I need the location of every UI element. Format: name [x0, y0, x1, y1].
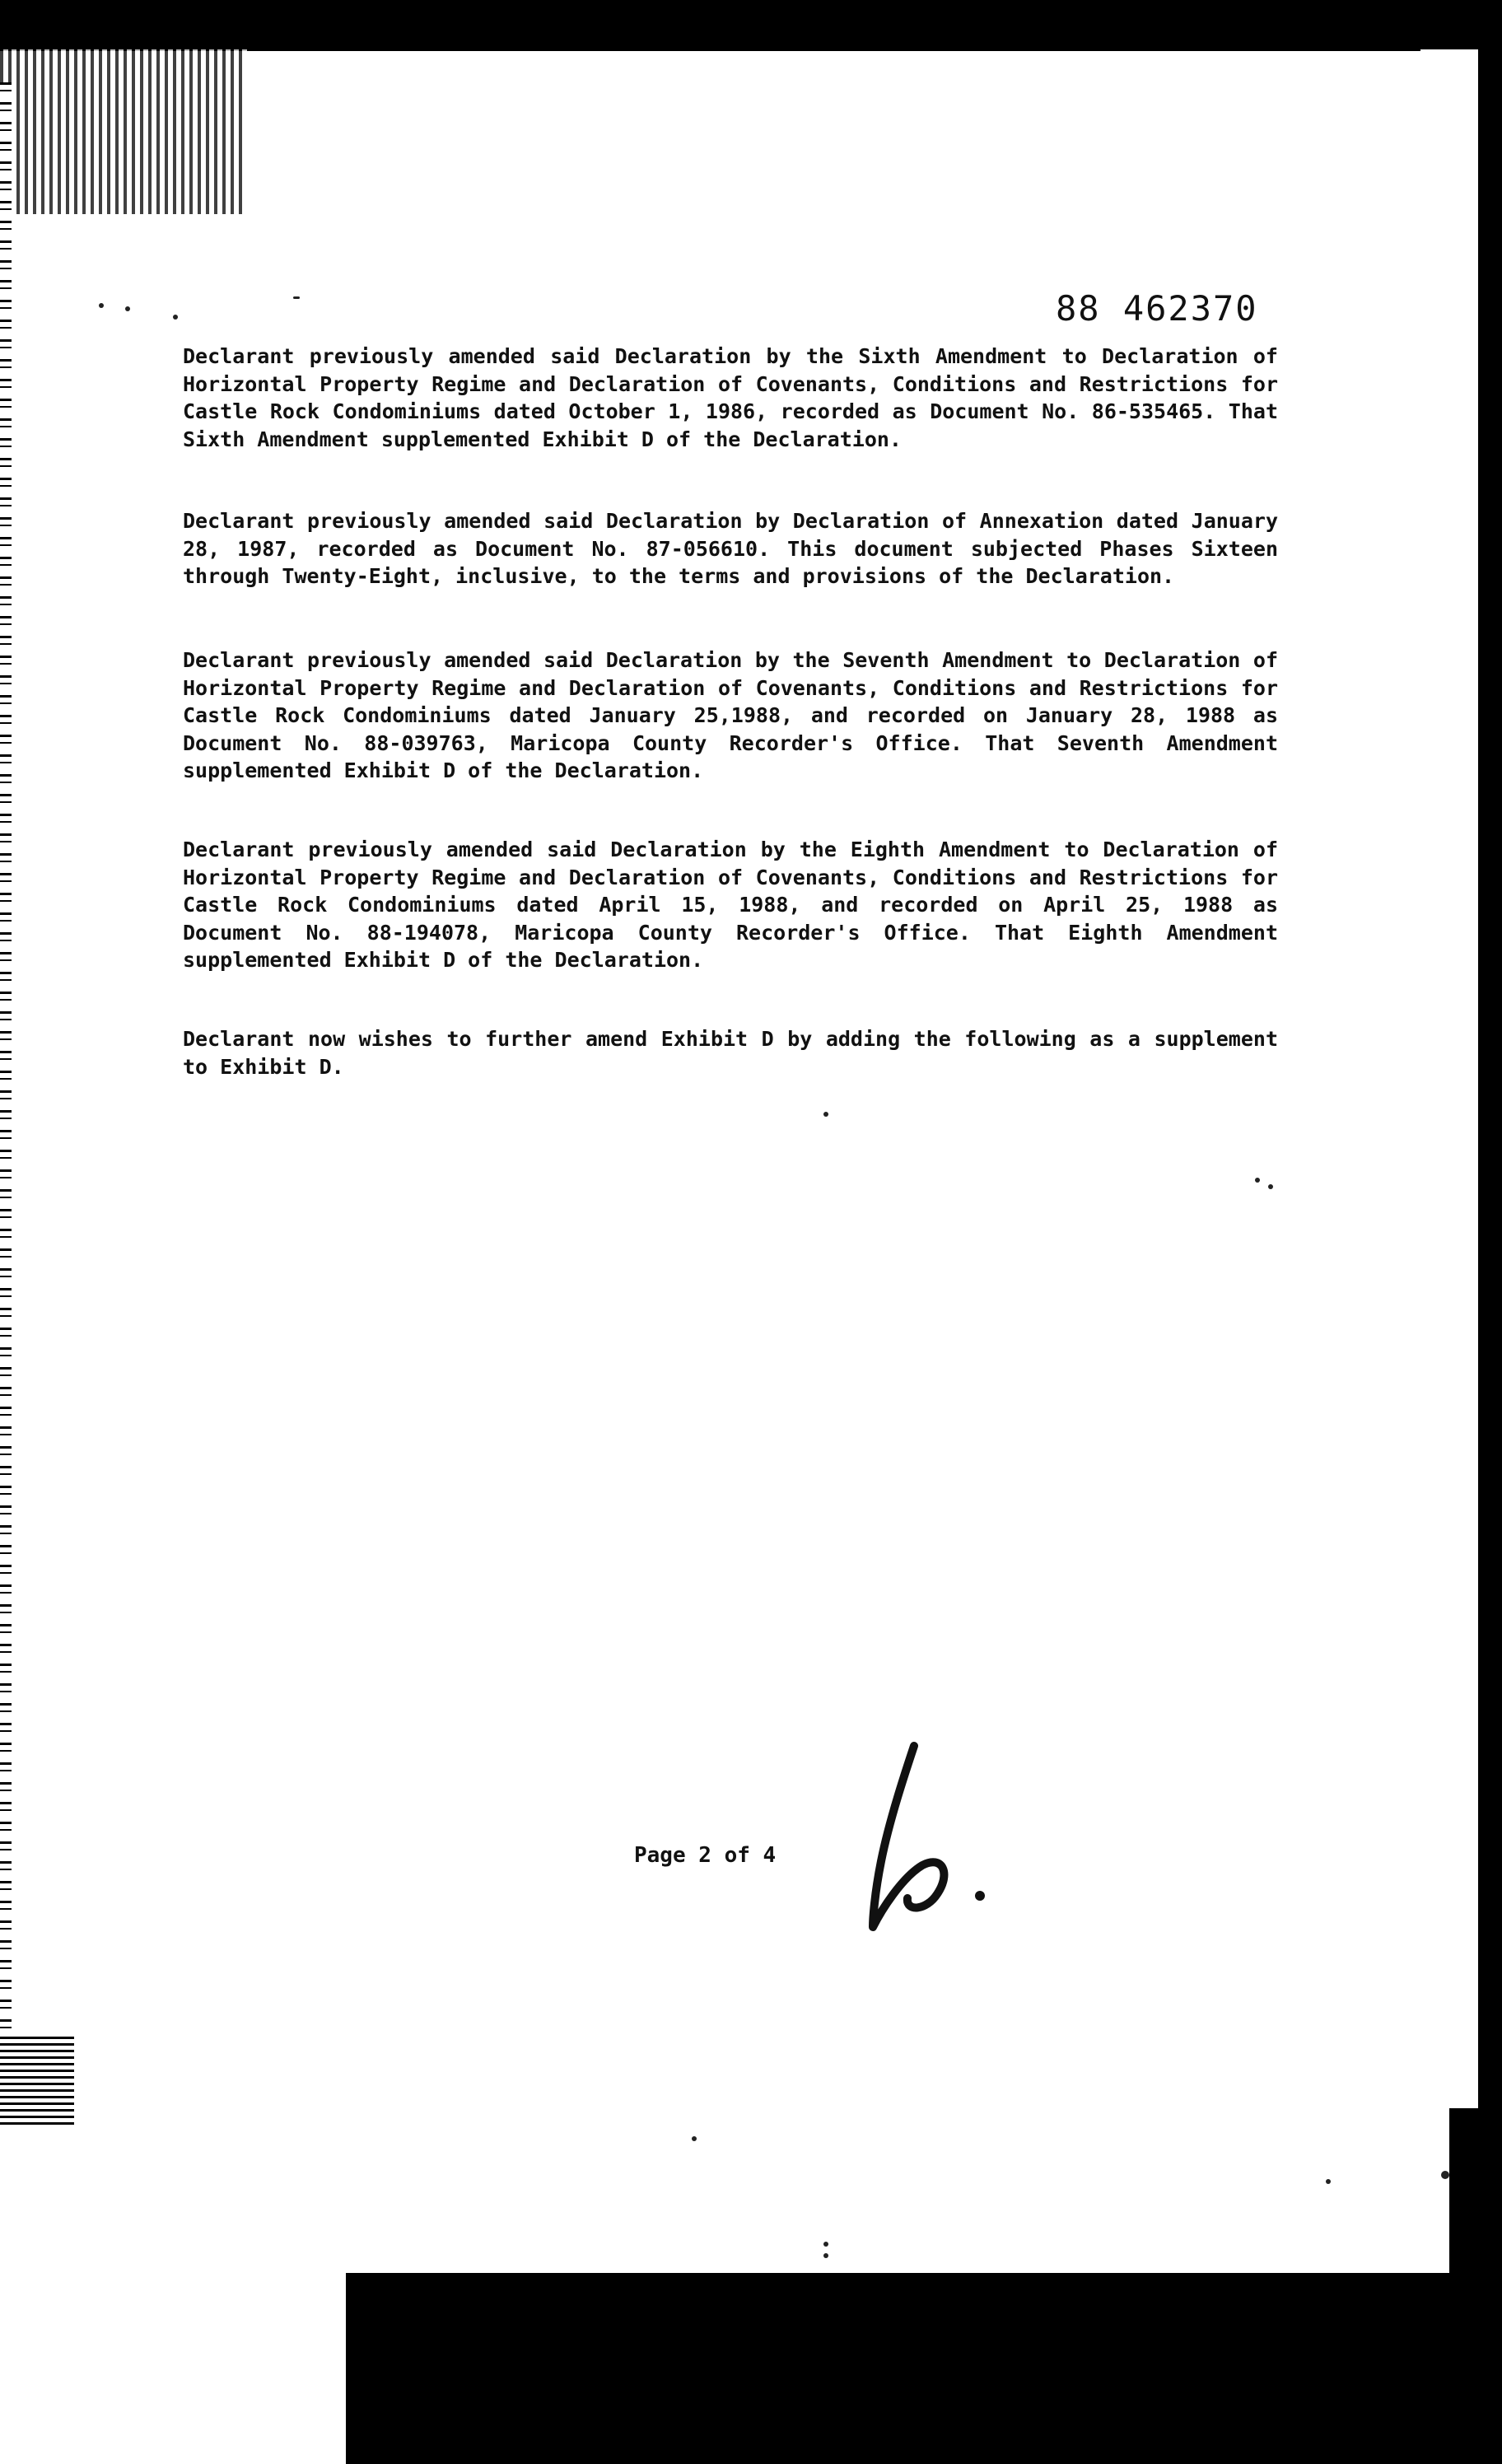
scan-speck — [293, 296, 300, 299]
scan-speck — [1326, 2179, 1331, 2184]
scan-speck — [823, 1112, 828, 1117]
scan-bottom-right-dark — [346, 2273, 1502, 2464]
page-number-label: Page 2 of 4 — [634, 1843, 777, 1868]
scan-speck — [692, 2136, 697, 2141]
document-number: 88 462370 — [1056, 288, 1258, 329]
scan-speck — [99, 303, 104, 308]
scan-bottom-left-noise — [0, 2034, 74, 2125]
handwritten-initial — [856, 1721, 1005, 1944]
paragraph-sixth-amendment: Declarant previously amended said Declaration by the Sixth Amendment to Declaration of Horizontal Property Regime and Declaration of Covenants, Conditions and Restrictions for Castle Rock Condominiums dated October 1, 1986, recorded as Document No. 86-535465. That Sixth Amendment supplemented Exhibit D of the Declaration. — [183, 344, 1278, 451]
paragraph-eighth-amendment: Declarant previously amended said Declaration by the Eighth Amendment to Declaration of Horizontal Property Regime and Declaration of Covenants, Conditions and Restrictions for Castle Rock Condominiums dated April 15, 1988, and recorded on April 25, 1988 as Document No. 88-194078, Maricopa County Recorder's Office. That Eighth Amendment supplemented Exhibit D of the Declaration. — [183, 838, 1278, 972]
scan-speck — [1268, 1184, 1273, 1189]
scan-speck — [823, 2253, 828, 2258]
paragraph-annexation: Declarant previously amended said Declaration by Declaration of Annexation dated January 28, 1987, recorded as Document No. 87-056610. This document subjected Phases Sixteen through Twenty-Eight, inclusive, to the terms and provisions of the Declaration. — [183, 509, 1278, 588]
scan-right-border — [1474, 0, 1502, 2464]
bottom-paper-strip — [0, 2108, 1449, 2273]
scan-speck — [125, 306, 130, 311]
right-paper-margin — [1420, 49, 1478, 2125]
paragraph-seventh-amendment: Declarant previously amended said Declaration by the Seventh Amendment to Declaration of Horizontal Property Regime and Declaration of Covenants, Conditions and Restrictions for Castle Rock Condominiums dated January 25,1988, and recorded on January 28, 1988 as Document No. 88-039763, Maricopa County Recorder's Office. That Seventh Amendment supplemented Exhibit D of the Declaration. — [183, 648, 1278, 782]
scan-speck — [823, 2242, 828, 2247]
scan-top-left-noise — [0, 49, 247, 214]
paragraph-further-amendment: Declarant now wishes to further amend Exhibit D by adding the following as a supplement to Exhibit D. — [183, 1027, 1278, 1079]
scan-left-rough-edge — [0, 82, 12, 2116]
scan-speck — [1441, 2171, 1449, 2179]
scan-speck — [173, 315, 178, 320]
scan-speck — [1255, 1178, 1260, 1183]
scan-top-dark-strip — [0, 0, 1449, 51]
